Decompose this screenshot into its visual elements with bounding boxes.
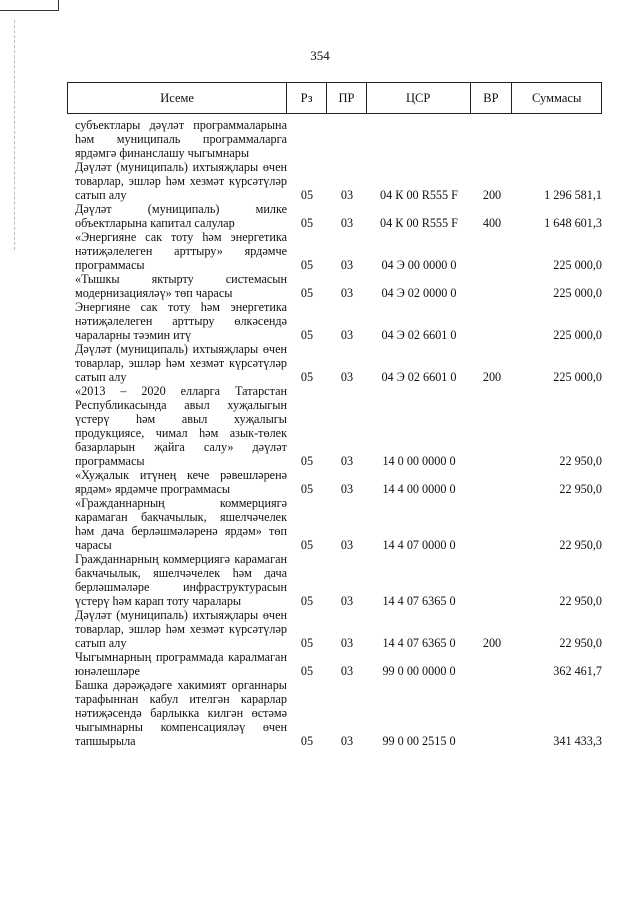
- cell-rz: 05: [300, 328, 314, 342]
- cell-rz: 05: [300, 188, 314, 202]
- table-row: [67, 678, 602, 748]
- cell-csr: 04 Э 02 6601 0: [381, 370, 457, 384]
- cell-pr: 03: [340, 482, 354, 496]
- cell-sum: 22 950,0: [559, 538, 602, 552]
- cell-vr: 200: [482, 370, 502, 384]
- cell-rz: 05: [300, 482, 314, 496]
- cell-name: «Энергияне сак тоту һәм энергетика нәтиҗәлелеген арттыру» ярдәмче программасы: [75, 230, 287, 272]
- cell-pr: 03: [340, 664, 354, 678]
- cell-vr: 200: [482, 636, 502, 650]
- cell-name: Чыгымнарның программада каралмаган юнәлешләре: [75, 650, 287, 678]
- cell-csr: 14 4 07 0000 0: [382, 538, 456, 552]
- table-row: [67, 552, 602, 608]
- cell-csr: 04 К 00 R555 F: [380, 188, 458, 202]
- table-body: [67, 118, 602, 748]
- cell-sum: 22 950,0: [559, 594, 602, 608]
- cell-sum: 341 433,3: [553, 734, 602, 748]
- cell-csr: 14 4 07 6365 0: [382, 636, 456, 650]
- cell-sum: 225 000,0: [553, 286, 602, 300]
- cell-csr: 04 Э 00 0000 0: [381, 258, 457, 272]
- table-row: [67, 342, 602, 384]
- cell-pr: 03: [340, 216, 354, 230]
- cell-vr: 400: [482, 216, 502, 230]
- table-row: [67, 384, 602, 468]
- header-sum: Суммасы: [532, 90, 582, 105]
- cell-pr: 03: [340, 328, 354, 342]
- cell-name: субъектлары дәүләт программаларына һәм муниципаль программаларга ярдәмгә финанслашу чыгымнары: [75, 118, 287, 160]
- cell-pr: 03: [340, 538, 354, 552]
- cell-sum: 225 000,0: [553, 370, 602, 384]
- budget-table: [67, 82, 602, 748]
- header-pr: ПР: [327, 83, 367, 113]
- page-number: 354: [310, 48, 330, 63]
- cell-sum: 22 950,0: [559, 482, 602, 496]
- cell-vr: 200: [482, 188, 502, 202]
- cell-csr: 99 0 00 0000 0: [382, 664, 456, 678]
- cell-pr: 03: [340, 286, 354, 300]
- table-row: [67, 160, 602, 202]
- cell-name: Дәүләт (муниципаль) ихтыяҗлары өчен товарлар, эшләр һәм хезмәт күрсәтүләр сатып алу: [75, 160, 287, 202]
- cell-rz: 05: [300, 370, 314, 384]
- cell-sum: 1 648 601,3: [544, 216, 602, 230]
- cell-name: Дәүләт (муниципаль) милке объектларына капитал салулар: [75, 202, 287, 230]
- header-vr: ВР: [471, 83, 513, 113]
- cell-csr: 04 Э 02 6601 0: [381, 328, 457, 342]
- table-row: [67, 272, 602, 300]
- cell-pr: 03: [340, 734, 354, 748]
- cell-rz: 05: [300, 594, 314, 608]
- cell-pr: 03: [340, 594, 354, 608]
- cell-rz: 05: [300, 636, 314, 650]
- cell-pr: 03: [340, 258, 354, 272]
- cell-pr: 03: [340, 370, 354, 384]
- cell-csr: 04 К 00 R555 F: [380, 216, 458, 230]
- header-rz: Рз: [287, 83, 327, 113]
- cell-sum: 1 296 581,1: [544, 188, 602, 202]
- cell-sum: 225 000,0: [553, 258, 602, 272]
- table-row: [67, 300, 602, 342]
- cell-name: «Хуҗалык итүнең кече рәвешләренә ярдәм» ярдәмче программасы: [75, 468, 287, 496]
- cell-sum: 22 950,0: [559, 454, 602, 468]
- cell-csr: 99 0 00 2515 0: [382, 734, 456, 748]
- table-header: [67, 82, 602, 114]
- cell-name: Энергияне сак тоту һәм энергетика нәтиҗәлелеген арттыру өлкәсендә чараларны тәэмин итү: [75, 300, 287, 342]
- cell-name: «Тышкы яктырту системасын модернизацияләү» төп чарасы: [75, 272, 287, 300]
- cell-rz: 05: [300, 454, 314, 468]
- cell-rz: 05: [300, 538, 314, 552]
- cell-csr: 04 Э 02 0000 0: [381, 286, 457, 300]
- cell-csr: 14 0 00 0000 0: [382, 454, 456, 468]
- table-row: [67, 496, 602, 552]
- cell-rz: 05: [300, 286, 314, 300]
- cell-pr: 03: [340, 454, 354, 468]
- cell-name: Башка дәрәҗәдәге хакимият органнары тарафыннан кабул ителгән карарлар нәтиҗәсендә барлыкка килгән өстәмә чыгымнарны компенсацияләү өчен тапшырыла: [75, 678, 287, 748]
- table-row: [67, 230, 602, 272]
- cell-rz: 05: [300, 258, 314, 272]
- cell-name: Гражданнарның коммерциягә карамаган бакчачылык, яшелчәчелек һәм дача берләшмәләре инфраструктурасын үстерү һәм карап тоту чаралары: [75, 552, 287, 608]
- cell-name: «2013 – 2020 елларга Татарстан Республикасында авыл хуҗалыгын үстерү һәм авыл хуҗалыгы продукциясе, чимал һәм азык-төлек базарларын җайга салу» дәүләт программасы: [75, 384, 287, 468]
- cell-name: «Гражданнарның коммерциягә карамаган бакчачылык, яшелчәчелек һәм дача берләшмәләренә ярдәм» төп чарасы: [75, 496, 287, 552]
- cell-pr: 03: [340, 636, 354, 650]
- cell-rz: 05: [300, 734, 314, 748]
- table-row: [67, 118, 602, 160]
- table-row: [67, 608, 602, 650]
- table-row: [67, 650, 602, 678]
- cell-sum: 362 461,7: [553, 664, 602, 678]
- header-csr: ЦСР: [367, 83, 471, 113]
- cell-csr: 14 4 00 0000 0: [382, 482, 456, 496]
- cell-csr: 14 4 07 6365 0: [382, 594, 456, 608]
- table-row: [67, 468, 602, 496]
- header-name: Исеме: [68, 83, 287, 113]
- scan-corner-mark: [0, 0, 59, 11]
- table-row: [67, 202, 602, 230]
- cell-name: Дәүләт (муниципаль) ихтыяҗлары өчен товарлар, эшләр һәм хезмәт күрсәтүләр сатып алу: [75, 608, 287, 650]
- cell-rz: 05: [300, 664, 314, 678]
- cell-rz: 05: [300, 216, 314, 230]
- cell-name: Дәүләт (муниципаль) ихтыяҗлары өчен товарлар, эшләр һәм хезмәт күрсәтүләр сатып алу: [75, 342, 287, 384]
- cell-sum: 225 000,0: [553, 328, 602, 342]
- cell-sum: 22 950,0: [559, 636, 602, 650]
- cell-pr: 03: [340, 188, 354, 202]
